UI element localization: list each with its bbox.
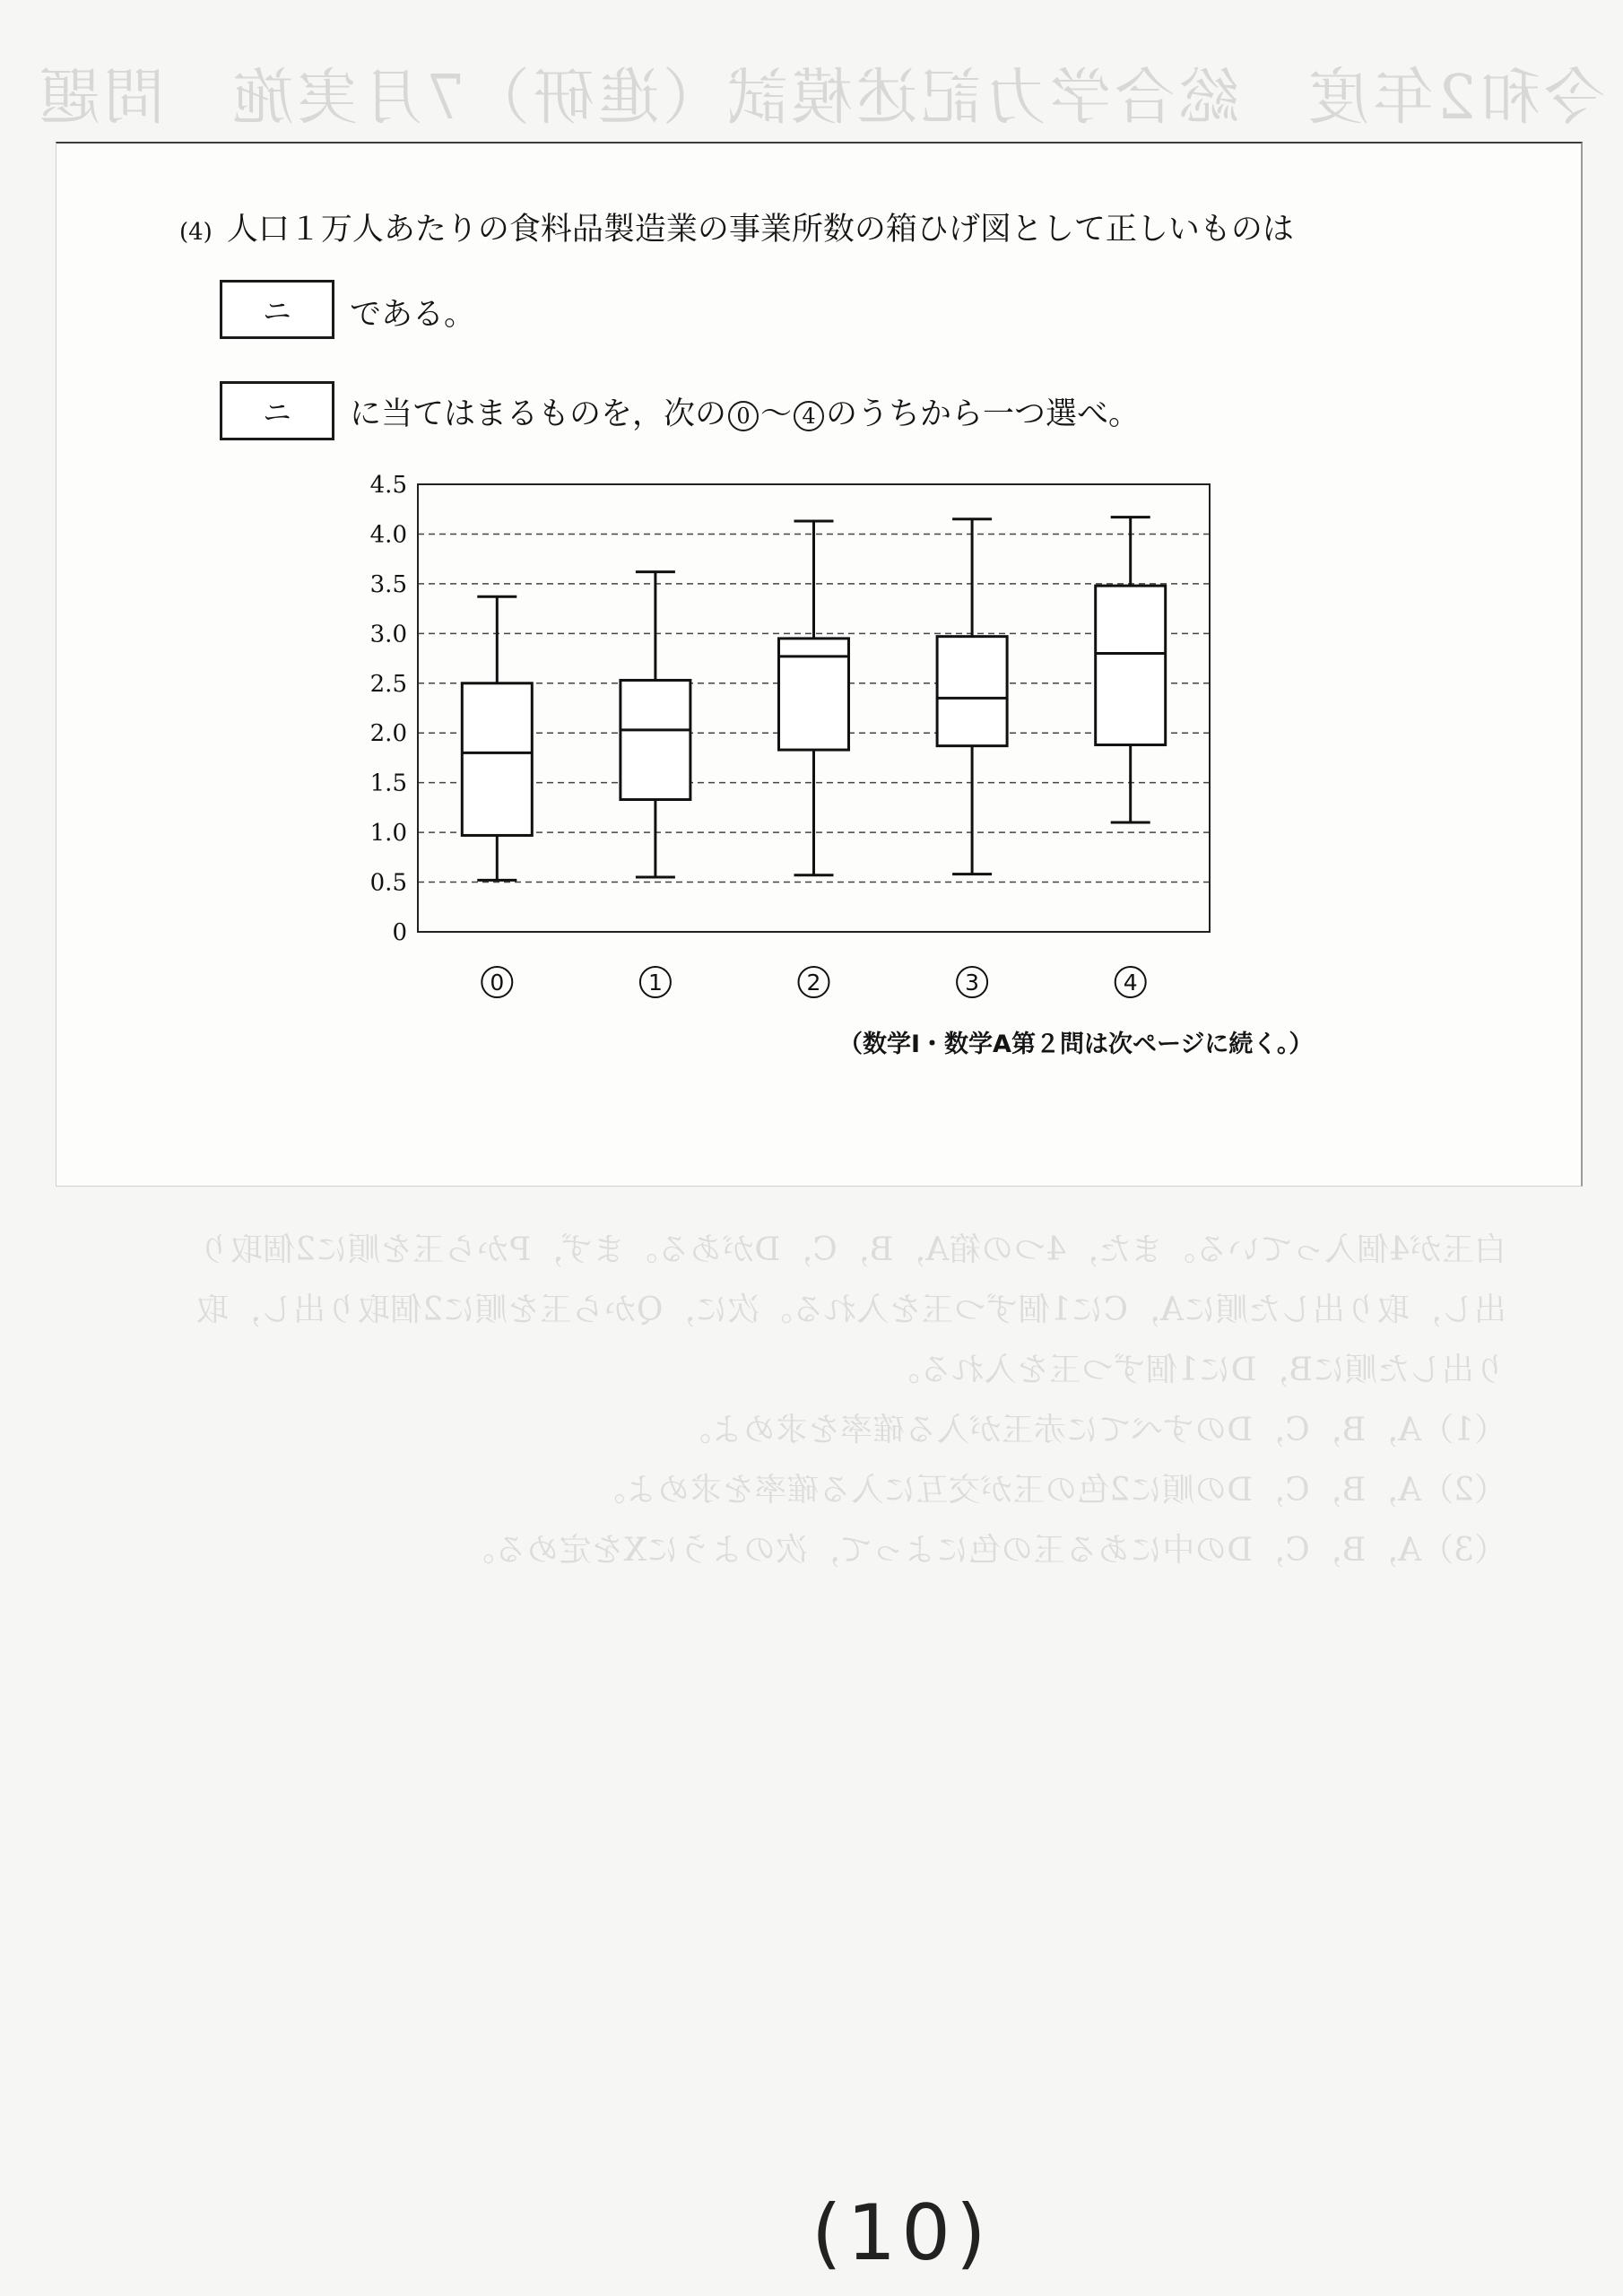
iqr-box <box>1096 586 1166 744</box>
y-tick-label: 3.0 <box>369 621 407 648</box>
bleed-through-line: 白玉が4個入っている。また，4つの箱A，B，C，Dがある。まず，Pから玉を順に2個取り <box>198 1231 1506 1268</box>
question-number: (4) <box>179 219 213 246</box>
continued-note: （数学Ⅰ・数学A第２問は次ページに続く。） <box>838 1031 1314 1058</box>
instruction-post: のうちから一つ選べ。 <box>826 396 1141 432</box>
y-tick-label: 2.5 <box>369 670 407 698</box>
choice-label: 2 <box>806 970 821 996</box>
choice-label: 1 <box>647 970 663 996</box>
box-1 <box>621 572 690 877</box>
box-0 <box>462 596 532 880</box>
y-tick-label: 2.0 <box>369 720 407 748</box>
choice-label: 0 <box>490 970 505 996</box>
iqr-box <box>621 680 690 799</box>
iqr-box <box>937 637 1007 746</box>
choice-from-marker: 0 <box>728 401 759 431</box>
y-tick-label: 1.0 <box>369 820 407 848</box>
y-axis-ticks <box>370 472 407 946</box>
instruction-pre: に当てはまるものを，次の <box>350 396 727 432</box>
box-4 <box>1096 517 1166 822</box>
y-tick-label: 4.0 <box>369 521 407 549</box>
iqr-box <box>462 683 532 836</box>
answer-suffix: である。 <box>350 297 476 333</box>
answer-box-ref: ニ <box>220 381 334 440</box>
bleed-through-line: 出し，取り出した順にA，Cに1個ずつ玉を入れる。次に，Qから玉を順に2個取り出し，取 <box>196 1292 1506 1328</box>
box-2 <box>779 521 849 875</box>
y-tick-label: 4.5 <box>369 472 407 499</box>
choice-label: 3 <box>965 970 980 996</box>
choice-label: 4 <box>1123 970 1138 996</box>
box-3 <box>937 519 1007 874</box>
bleed-through-line: り出した順にB，Dに1個ずつ玉を入れる。 <box>887 1352 1506 1388</box>
y-tick-label: 0 <box>392 919 407 946</box>
bleed-through-line: （2）A，B，C，Dの順に2色の玉が交互に入る確率を求めよ。 <box>593 1472 1506 1509</box>
y-tick-label: 0.5 <box>369 869 407 897</box>
boxplot-chart <box>0 0 1623 1076</box>
bleed-through-line: （3）A，B，C，Dの中にある玉の色によって，次のようにXを定める。 <box>462 1532 1506 1569</box>
instruction-sep: ～ <box>760 396 793 432</box>
bleed-through-line: （1）A，B，C，Dのすべてに赤玉が入る確率を求めよ。 <box>678 1412 1506 1448</box>
page-number: (10) <box>812 2188 992 2278</box>
y-tick-label: 1.5 <box>369 770 407 797</box>
page-header-bleed: 令和2年度 総合学力記述模試（進研）7月実施 問題 <box>35 63 1605 134</box>
answer-box: ニ <box>220 280 334 339</box>
x-axis-choices <box>482 967 1145 997</box>
question-body: 人口１万人あたりの食料品製造業の事業所数の箱ひげ図として正しいものは <box>226 212 1294 248</box>
choice-to-marker: 4 <box>794 401 824 431</box>
boxes <box>462 517 1165 881</box>
y-tick-label: 3.5 <box>369 570 407 598</box>
